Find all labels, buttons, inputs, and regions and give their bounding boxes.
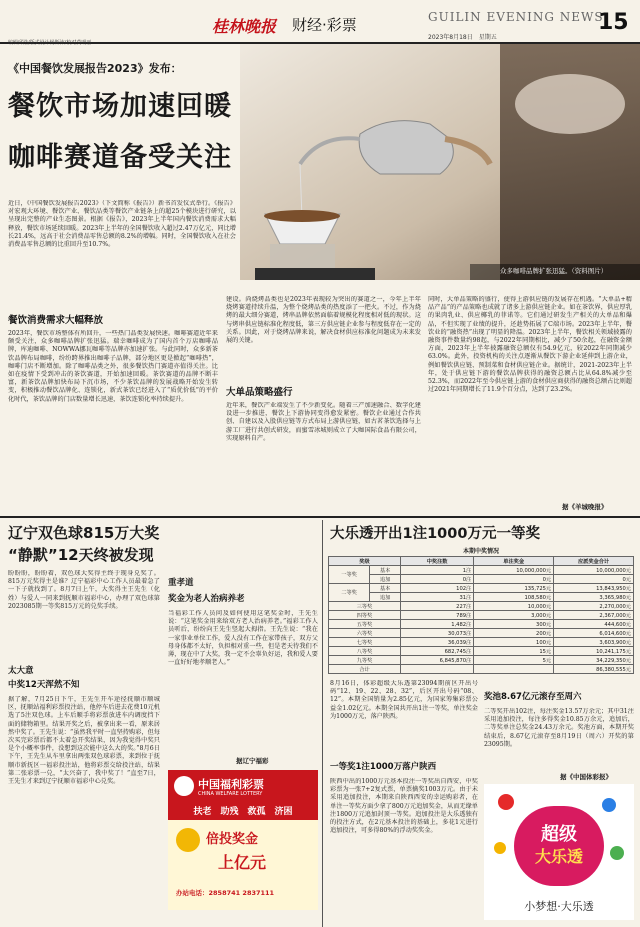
lottery-left-credit: 据辽宁福彩 [236,757,269,765]
lottery-left-body1: 盼盼盼，盼盼着，双色球大奖得主终于现身兑奖了。815万元奖得主是谁？辽宁福彩中心工作人员最着急了一下子就找到了。8月7日上午，大奖得主王先生（化姓）与爱人一同来到抚顺市福彩中心，办理了双色球第2023085期一等奖815万元的兑奖手续。 [8,570,160,610]
table-row: 三等奖 227注 10,000元 2,270,000元 [329,602,634,611]
table-row: 六等奖 30,073注 200元 6,014,600元 [329,629,634,638]
ad-brand-en: CHINA WELFARE LOTTERY [198,791,263,797]
table-row: 四等奖 789注 3,000元 2,367,000元 [329,611,634,620]
subhead-consumption: 餐饮消费需求大幅释放 [8,315,104,326]
ball-icon-blue [602,798,616,812]
lottery-right-body3: 二等奖开出102注，每注奖金13.57万余元；其中31注采用追加投注，每注多得奖金10.85万余元，追加后，二等奖单注总奖金24.43万余元。奖池方面，本期开奖结束后，8.67亿元滚存至8月19日（周六）开奖的第23095期。 [484,708,634,748]
issue-date: 2023年8月18日 星期五 [428,34,497,41]
header-count: 中奖注数 [401,557,474,566]
ad-brand: 中国福利彩票 [198,778,264,791]
table-row: 追加 0注 0元 0元 [329,575,634,584]
story-col2: 建设。尚烧烤品类也是2023年表现较为突出的赛道之一，今年上半年烧烤赛道持续升温，为整个烧烤品类的热度添了一把火。不过，作为烧烤的最大细分赛道，烤串品牌依然面临着规模化程度相对低的现状。这与烤串供应链标准化程度低，第三方供应链企业参与程度低存在一定的关系。因此，对于烧烤品牌来说，解决食材供应标准化问题成为未来发展的关键。 [226,296,421,345]
super-lotto-ad [484,784,634,920]
story-col2b: 近年来，餐饮产业端发生了不少新变化。随着三产加速融合、数字化建设进一步推进，餐饮上下游协同变得愈发紧密。餐饮企业通过合作共创、自建以及入股供应链等方式布局上游供应链，如古茗茶饮选择与上游工厂进行共创式研发，而蜜雪冰城则成立了大咖国际食品有限公司，实现原料自产。 [226,402,421,442]
story-credit: 据《羊城晚报》 [562,503,608,511]
newspaper-brand: 桂林晚报 [212,17,277,36]
header-total: 应派奖金合计 [554,557,634,566]
story-kicker: 《中国餐饮发展报告2023》发布： [8,62,182,75]
lottery-left-sub1: 太大意 [8,666,34,676]
table-row: 七等奖 36,039注 100元 3,603,900元 [329,638,634,647]
lottery-left-headline-2: “静默”12天终被发现 [8,546,154,564]
lottery-right-sub1: 一等奖1注1000万落户陕西 [330,762,437,772]
welfare-logo-icon [174,776,194,796]
lottery-left-body3: 当福彩工作人员问及如何使用这笔奖金时，王先生说：“这笔奖金用来给双方老人治病养老。”福彩工作人员听后，纷纷向王先生竖起大拇指。王先生说：“我在一家事业单位工作，爱人没有工作在家带孩子，双方父母身体都不太好，负担相对重一些，但是老天待我们不薄，现在中了大奖，我一定不会辜负好运，我和爱人要一直好好地孝顺老人。” [168,610,318,667]
ball-icon-red [498,794,514,810]
lotto-slogan: 小梦想·大乐透 [524,900,594,913]
lotto-title-1: 超级 [541,824,577,845]
table-row: 九等奖 6,845,870注 5元 34,229,350元 [329,656,634,665]
ball-icon-green [610,846,624,860]
story-headline-2: 咖啡赛道备受关注 [8,142,232,173]
editors-credit: 编辑邱浩/版式设计杨斯沛/校对莫明丽 [8,40,92,46]
story-col3: 同时，大单品策略的盛行，使得上游供应链的发展存在机遇。“大单品+精品产品”的产品策略也成就了诸多上游供应链企业。如在茶饮界，供应厚乳的果肉乳业、供应椰乳的菲诺等。它们通过研发生产相关的大单品和爆品，不但实现了业绩的提升，还趁势拓展了C端市场。2023年上半年，餐饮业的“融资热”出现了明显的降温。2023年上半年，餐饮相关领域披露的融资事件数量约98起，与2022年同期相比，减少了50余起，在融资金额方面，2023年上半年披露融资总额仅有54.9亿元，较2022年同期减少63.0%。此外，投资机构的关注点逐渐从餐饮下游企业延伸到上游企业，例如餐饮供应链、预制菜和食材供应链企业。据统计，2021-2023年上半年，处于供应链下游的餐饮品牌获得的融资总额占比从64.8%减少至52.3%，而2022年至今供应链上游的食材供应商获得的融资总额占比则超过2021年同期增长了11.9个百分点，达到了23.2%。 [428,296,632,394]
ball-icon-yellow [494,842,506,854]
header-level: 奖级 [329,557,401,566]
photo-caption: 众多咖啡品牌扩张迅猛。（资料图片） [500,267,608,275]
ad-big-text: 倍投奖金 [206,832,259,847]
lottery-right-credit: 据《中国体彩报》 [560,773,612,781]
section-title: 财经·彩票 [292,16,357,34]
table-row: 八等奖 682,745注 15元 10,241,175元 [329,647,634,656]
prize-table-header [329,557,634,566]
table-row: 一等奖 基本 1注 10,000,000元 10,000,000元 [329,566,634,575]
lottery-right-sub2: 奖池8.67亿元滚存至周六 [484,692,582,702]
table-row: 二等奖 基本 102注 135,725元 13,843,950元 [329,584,634,593]
section-divider [0,516,640,518]
gold-coin-icon [176,828,200,852]
column-divider [322,520,323,927]
prize-table [328,556,634,674]
story-headline-1: 餐饮市场加速回暖 [8,91,232,122]
lottery-left-sub4: 奖金为老人治病养老 [168,594,245,604]
lottery-left-body2: 据了解，7月25日下午，王先生开车途径抚顺市顺城区，抚顺站福利彩票投注站，他停车后进去花费10元机选了5注双色球。上车后顺手将彩票放进车内调度挡下面的储物箱里。结果开奖之后，被拿出来一看，原来居然中奖了。王先生说：“虽然我平时一直坚持购彩，但每次买完彩票后都不太着急开奖结果，因为我觉得中奖只是个小概率事件，没想到这次能中这么大的奖。”8月6日下午，王先生从车里拿出两张双色球彩票，来到位于抚顺市新抚区一福彩投注站，他将彩票交给投注站，结果第二张彩票一兑，“太兴奋了，我中奖了！”直至7日，王先生才来到辽宁抚顺市福彩中心兑奖。 [8,696,160,786]
page-number: 15 [598,10,629,35]
lottery-left-sub2: 中奖12天浑然不知 [8,680,80,690]
page-header [0,0,640,44]
table-row: 五等奖 1,482注 300元 444,600元 [329,620,634,629]
prize-table-title: 本期中奖情况 [462,548,499,555]
lottery-right-body1: 8月16日，体彩超级大乐透第23094期前区开出号码“12、19、22、28、32”，后区开出号码“08、12”。本期全国销量为2.85亿元，为国家筹集彩票公益金1.02亿元。本期全国共开出1注一等奖，单注奖金为1000万元，落户陕西。 [330,680,478,720]
lottery-left-headline-1: 辽宁双色球815万大奖 [8,524,160,542]
table-row-total: 合计 86,380,555元 [329,665,634,674]
ad-slogan: 扶老 助残 救孤 济困 [193,807,293,817]
story-col1: 2023年，餐饮市场整体有所回升，一些热门品类发展快速。咖啡赛道近年来颇受关注，众多咖啡品牌扩张迅猛。瑞幸咖啡成为了国内首个万店咖啡品牌，库迪咖啡、NOWWA挪瓦咖啡等品牌亦加速扩张。与此同时，众多新茶饮品牌布局咖啡，纷纷跨界推出咖啡子品牌，部分地区更是掀起“咖啡热”，咖啡门店不断增加。除了咖啡品类之外，很多餐饮热门赛道亦值得关注。比如在疫情下受到冲击的茶饮赛道，开始加速回暖。茶饮赛道的品牌不断丰富，新茶饮品牌加快布局下沉市场，不少茶饮品牌的发展战略开始发生转变，积极推动餐饮品牌化、连锁化，新式茶饮已经进入了“质优价低”的平价化时代，茶饮品牌的门店数量增长迅速，茶饮连锁化率持续提升。 [8,330,218,403]
lotto-title-2: 大乐透 [534,847,583,866]
lottery-right-body2: 陕西中出的1000万元基本投注一等奖出自西安，中奖彩票为一张7+2复式票，单票擒奖1003万元。由于未采用追加投注，本期来自陕西西安的幸运购彩者，在单注一等奖方面少拿了800万元追加奖金，从而无缘单注1800万元追加封顶一等奖。追加投注是大乐透独有的投注方式，在2元基本投注的基础上，多花1元进行追加投注，可多得80%的浮动奖奖金。 [330,778,478,835]
subhead-single-product: 大单品策略盛行 [226,387,293,398]
story-lead: 近日，《中国餐饮发展报告2023》（下文简称《报告》）新书首发仪式举行。《报告》对宏观大环境、餐饮产业、餐饮品类等餐饮产业链条上的超25个模块进行研究，以呈现出完整的产业生态图景。根据《报告》，2023年上半年国内餐饮消费需求大幅释放，餐饮市场延续回暖。2023年上半年的全国餐饮收入超过2.47万亿元，同比增长21.4%，远高于社会消费品零售总额的8.2%的增幅。同时，全国餐饮收入在社会消费品零售总额的比重回升至10.7%。 [8,200,236,249]
coffee-pour-illustration [240,44,640,280]
header-prize: 单注奖金 [474,557,554,566]
lottery-left-sub3: 重孝道 [168,578,194,588]
lottery-right-headline: 大乐透开出1注1000万元一等奖 [330,526,540,542]
english-title: GUILIN EVENING NEWS [428,10,604,24]
coffee-photo [240,44,640,280]
table-row: 追加 31注 108,580元 3,365,980元 [329,593,634,602]
ad-big-text-2: 上亿元 [218,853,267,872]
welfare-lottery-ad [168,770,318,910]
ad-phone: 办站电话：2858741 2837111 [176,889,275,897]
